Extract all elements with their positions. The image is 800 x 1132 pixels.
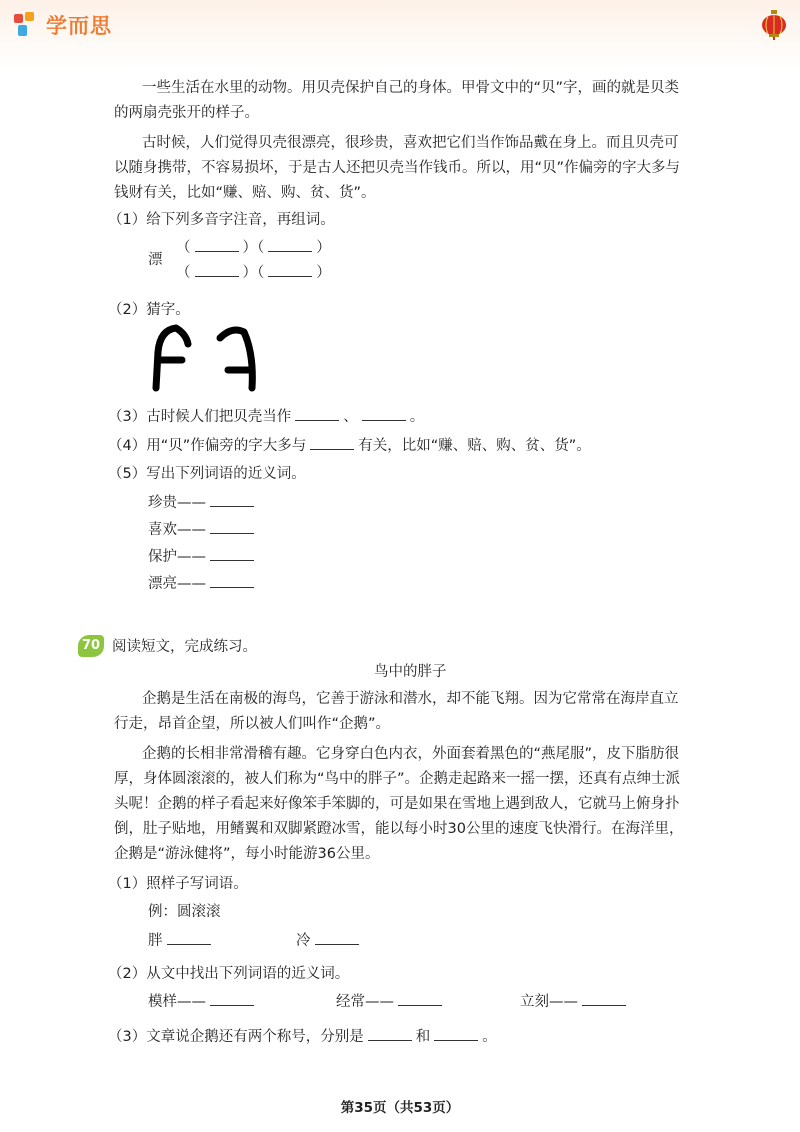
- answer-blank[interactable]: [582, 991, 626, 1006]
- answer-blank[interactable]: [167, 930, 211, 945]
- answer-blank[interactable]: [434, 1026, 478, 1041]
- answer-blank[interactable]: [210, 573, 254, 588]
- passage-line: 一些生活在水里的动物。用贝壳保护自己的身体。甲骨文中的“贝”字，画的就是贝类: [142, 80, 680, 96]
- passage-line: 钱财有关，比如“赚、赔、购、贫、货”。: [114, 185, 376, 201]
- answer-blank[interactable]: [210, 991, 254, 1006]
- ex70-question-2: （2）从文中找出下列词语的近义词。: [108, 966, 350, 982]
- synonym-item: 保护——: [148, 546, 258, 567]
- answer-blank[interactable]: [268, 237, 312, 252]
- page-number: 第35页（共53页）: [340, 1100, 460, 1116]
- answer-blank[interactable]: [195, 237, 239, 252]
- passage-line: 的两扇壳张开的样子。: [114, 105, 259, 121]
- answer-blank[interactable]: [210, 546, 254, 561]
- word-item-fat: 胖: [148, 930, 215, 951]
- passage-line: 企鹅是“游泳健将”，每小时能游36公里。: [114, 846, 380, 862]
- oracle-bone-character-image: [148, 324, 260, 394]
- lantern-icon: [760, 10, 788, 40]
- answer-row-1: （ ）（ ）: [176, 237, 331, 258]
- answer-blank[interactable]: [368, 1026, 412, 1041]
- passage-title: 鸟中的胖子: [374, 664, 447, 680]
- question-5: （5）写出下列词语的近义词。: [108, 466, 306, 482]
- answer-blank[interactable]: [210, 519, 254, 534]
- passage-line: 企鹅是生活在南极的海鸟，它善于游泳和潜水，却不能飞翔。因为它常常在海岸直立: [142, 691, 679, 707]
- passage-line: 古时候，人们觉得贝壳很漂亮，很珍贵，喜欢把它们当作饰品戴在身上。而且贝壳可: [142, 135, 679, 151]
- header-band: [0, 0, 800, 70]
- answer-blank[interactable]: [195, 262, 239, 277]
- synonym-item: 喜欢——: [148, 519, 258, 540]
- synonym-item: 经常——: [336, 991, 446, 1012]
- synonym-item: 珍贵——: [148, 492, 258, 513]
- passage-line: 企鹅的长相非常滑稽有趣。它身穿白色内衣，外面套着黑色的“燕尾服”，皮下脂肪很: [142, 746, 680, 762]
- answer-blank[interactable]: [295, 406, 339, 421]
- ex70-question-1: （1）照样子写词语。: [108, 876, 248, 892]
- polyphone-char: 漂: [148, 252, 163, 268]
- answer-blank[interactable]: [268, 262, 312, 277]
- passage-line: 头呢！企鹅的样子看起来好像笨手笨脚的，可是如果在雪地上遇到敌人，它就马上俯身扑: [114, 796, 680, 812]
- answer-row-2: （ ）（ ）: [176, 262, 331, 283]
- logo-icon: [14, 12, 40, 38]
- ex70-question-3: （3）文章说企鹅还有两个称号，分别是 和 。: [108, 1026, 497, 1047]
- answer-blank[interactable]: [398, 991, 442, 1006]
- synonym-item: 模样——: [148, 991, 258, 1012]
- question-2: （2）猜字。: [108, 302, 190, 318]
- passage-line: 厚，身体圆滚滚的，被人们称为“鸟中的胖子”。企鹅走起路来一摇一摆，还真有点绅士派: [114, 771, 681, 787]
- synonym-item: 漂亮——: [148, 573, 258, 594]
- question-1: （1）给下列多音字注音，再组词。: [108, 212, 335, 228]
- answer-blank[interactable]: [210, 492, 254, 507]
- exercise-instruction: 阅读短文，完成练习。: [112, 639, 257, 655]
- question-4: （4）用“贝”作偏旁的字大多与 有关，比如“赚、赔、购、贫、货”。: [108, 435, 591, 456]
- brand-name: 学而思: [46, 14, 112, 38]
- answer-blank[interactable]: [315, 930, 359, 945]
- example-word: 例：圆滚滚: [148, 904, 221, 920]
- answer-blank[interactable]: [310, 435, 354, 450]
- answer-blank[interactable]: [362, 406, 406, 421]
- question-3: （3）古时候人们把贝壳当作 、 。: [108, 406, 424, 427]
- passage-line: 行走，昂首企望，所以被人们叫作“企鹅”。: [114, 716, 391, 732]
- synonym-item: 立刻——: [520, 991, 630, 1012]
- passage-line: 倒，肚子贴地，用鳍翼和双脚紧蹬冰雪，能以每小时30公里的速度飞快滑行。在海洋里，: [114, 821, 684, 837]
- passage-line: 以随身携带，不容易损坏，于是古人还把贝壳当作钱币。所以，用“贝”作偏旁的字大多与: [114, 160, 681, 176]
- brand-logo: [14, 10, 112, 40]
- exercise-number-badge: 70: [78, 635, 104, 657]
- word-item-cold: 冷: [296, 930, 363, 951]
